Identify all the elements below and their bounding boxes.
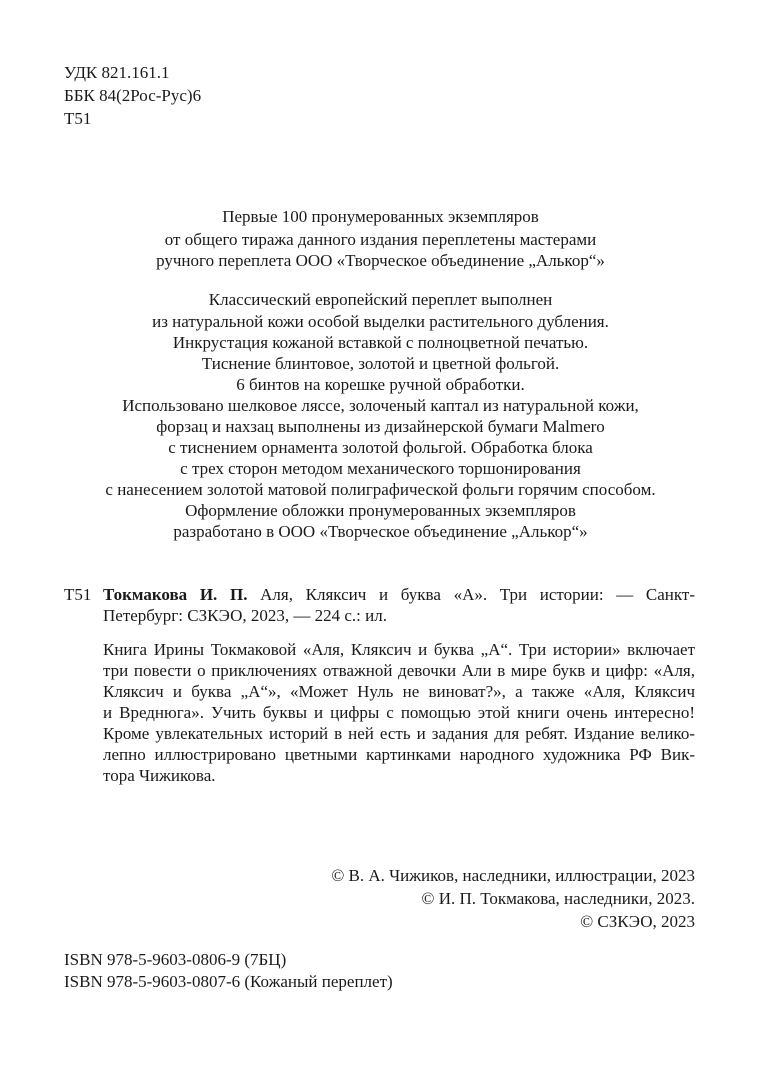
binding-note-line: Оформление обложки пронумерованных экземпляров	[185, 501, 576, 520]
bibliographic-code: Т51	[64, 585, 92, 604]
bibliographic-title: Аля, Кляксич и буква «А». Три истории: — Санкт-	[260, 585, 696, 604]
binding-note-line: 6 бинтов на корешке ручной обработки.	[236, 375, 525, 394]
binding-note-line: форзац и нахзац выполнены из дизайнерской бумаги Malmero	[156, 417, 605, 436]
binding-note-line: Классический европейский переплет выполнен	[208, 290, 553, 309]
isbn-line: ISBN 978-5-9603-0807-6 (Кожаный переплет)	[64, 972, 393, 991]
annotation-line: Кляксич и буква „А“», «Может Нуль не виноват?», а также «Аля, Кляксич	[103, 682, 695, 701]
edition-note-line: Первые 100 пронумерованных экземпляров	[222, 207, 539, 226]
author-sign: Т51	[64, 109, 92, 128]
bibliographic-author: Токмакова И. П.	[103, 585, 248, 604]
binding-note-line: Использовано шелковое ляссе, золоченый каптал из натуральной кожи,	[122, 396, 639, 415]
copyright-line: © СЗКЭО, 2023	[580, 912, 695, 931]
binding-note-line: с нанесением золотой матовой полиграфической фольги горячим способом.	[105, 480, 656, 499]
copyright-line: © И. П. Токмакова, наследники, 2023.	[421, 889, 695, 908]
annotation-line: три повести о приключениях отважной девочки Али в мире букв и цифр: «Аля,	[103, 661, 695, 680]
binding-note-line: Тиснение блинтовое, золотой и цветной фольгой.	[201, 354, 560, 373]
bbk-code: ББК 84(2Рос-Рус)6	[64, 86, 202, 105]
annotation-line: Книга Ирины Токмаковой «Аля, Кляксич и буква „А“. Три истории» включает	[103, 640, 695, 659]
bibliographic-title-line	[103, 585, 695, 605]
udk-code: УДК 821.161.1	[64, 63, 170, 82]
binding-note-line: с трех сторон методом механического торшонирования	[180, 459, 581, 478]
bibliographic-imprint: Петербург: СЗКЭО, 2023, — 224 с.: ил.	[103, 606, 387, 625]
annotation-line: лепно иллюстрировано цветными картинками народного художника РФ Вик-	[103, 745, 695, 764]
edition-note-line: от общего тиража данного издания переплетены мастерами	[164, 230, 597, 249]
binding-note-line: разработано в ООО «Творческое объединение „Алькор“»	[173, 522, 588, 541]
binding-note-line: с тиснением орнамента золотой фольгой. Обработка блока	[168, 438, 593, 457]
binding-note-line: Инкрустация кожаной вставкой с полноцветной печатью.	[172, 333, 589, 352]
copyright-line: © В. А. Чижиков, наследники, иллюстрации, 2023	[331, 866, 695, 885]
annotation-line: и Вреднюга». Учить буквы и цифры с помощью этой книги очень интересно!	[103, 703, 695, 722]
edition-note-line: ручного переплета ООО «Творческое объединение „Алькор“»	[156, 251, 605, 270]
isbn-line: ISBN 978-5-9603-0806-9 (7БЦ)	[64, 950, 287, 969]
annotation-line: Кроме увлекательных историй в ней есть и задания для ребят. Издание велико-	[103, 724, 695, 743]
binding-note-line: из натуральной кожи особой выделки растительного дубления.	[152, 312, 609, 331]
annotation-line: тора Чижикова.	[103, 766, 216, 785]
